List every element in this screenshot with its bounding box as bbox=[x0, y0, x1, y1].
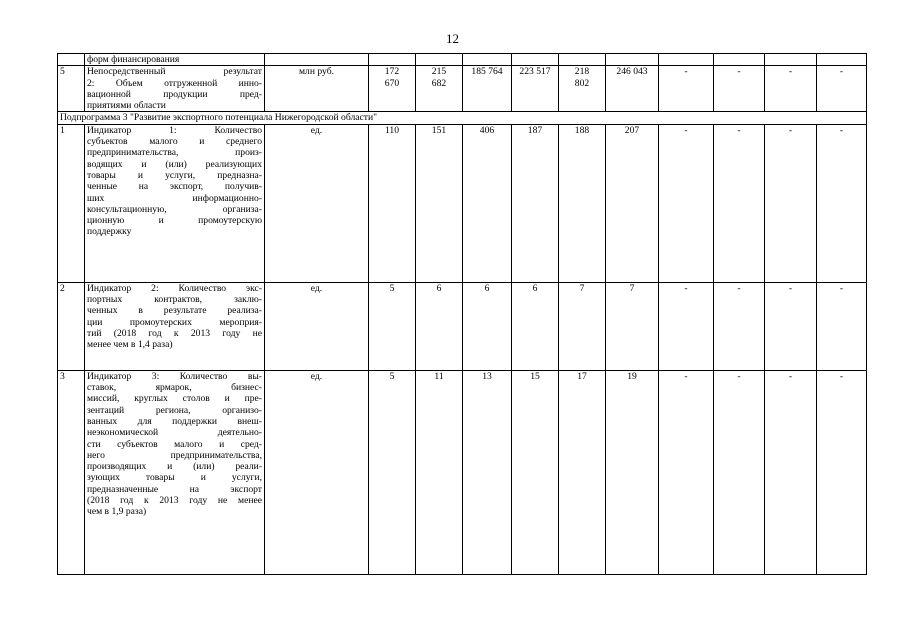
value-cell bbox=[659, 124, 714, 282]
cell-text-line: 682 bbox=[431, 77, 447, 89]
cell-text-line: форм финансирования bbox=[87, 54, 180, 65]
cell-text-line: - bbox=[737, 370, 741, 382]
table-body bbox=[58, 54, 867, 575]
cell-text-line: 246 043 bbox=[616, 66, 648, 78]
cell-text-line: 7 bbox=[579, 282, 585, 294]
value-cell bbox=[463, 66, 512, 112]
value-cell bbox=[559, 54, 606, 66]
row-number-cell bbox=[58, 54, 85, 66]
cell-text-line: 215 bbox=[431, 66, 447, 78]
value-cell bbox=[369, 54, 416, 66]
cell-text-line: 13 bbox=[482, 370, 492, 382]
cell-text-line: 5 bbox=[389, 282, 395, 294]
cell-text-line: - bbox=[788, 282, 793, 294]
cell-text-line: предназначенные на экспорт bbox=[87, 483, 262, 495]
value-cell bbox=[714, 66, 765, 112]
value-cell bbox=[416, 124, 463, 282]
table-row bbox=[58, 54, 867, 66]
value-cell bbox=[765, 54, 817, 66]
value-cell bbox=[463, 124, 512, 282]
indicator-name-cell bbox=[85, 66, 265, 112]
value-cell bbox=[714, 282, 765, 370]
cell-text-line: - bbox=[684, 66, 688, 78]
cell-text-line: - bbox=[737, 282, 741, 294]
cell-text-line: Непосредственный результат bbox=[87, 66, 262, 78]
value-cell bbox=[416, 54, 463, 66]
value-cell bbox=[559, 66, 606, 112]
value-cell bbox=[463, 282, 512, 370]
cell-text-line: - bbox=[737, 66, 741, 78]
value-cell bbox=[817, 370, 867, 574]
cell-text-line: 151 bbox=[431, 124, 447, 136]
cell-text-line: Индикатор 1: Количество bbox=[87, 124, 262, 136]
value-cell bbox=[765, 370, 817, 574]
cell-text-line: 5 bbox=[389, 370, 395, 382]
subprogram-title: Подпрограмма 3 "Развитие экспортного потенциала Нижегородской области" bbox=[58, 112, 867, 124]
cell-text-line: 2: Объем отгруженной инно- bbox=[87, 77, 262, 89]
cell-text-line: предпринимательства, произ- bbox=[87, 147, 262, 159]
page-number: 12 bbox=[446, 31, 459, 46]
value-cell bbox=[416, 282, 463, 370]
cell-text-line: - bbox=[788, 66, 793, 78]
cell-text-line: миссий, круглых столов и пре- bbox=[87, 393, 262, 405]
value-cell bbox=[606, 124, 659, 282]
cell-text-line: 207 bbox=[624, 124, 640, 136]
value-cell bbox=[659, 370, 714, 574]
cell-text-line: производящих и (или) реали- bbox=[87, 461, 262, 473]
value-cell bbox=[463, 54, 512, 66]
value-cell bbox=[606, 54, 659, 66]
unit-cell: ед. bbox=[265, 124, 369, 282]
value-cell bbox=[659, 282, 714, 370]
value-cell bbox=[765, 124, 817, 282]
cell-text-line: зующих товары и услуги, bbox=[87, 472, 262, 484]
value-cell bbox=[512, 66, 559, 112]
table-row bbox=[58, 370, 867, 574]
value-cell bbox=[817, 54, 867, 66]
cell-text-line: 6 bbox=[484, 282, 490, 294]
value-cell bbox=[765, 282, 817, 370]
value-cell bbox=[512, 282, 559, 370]
cell-text-line: 110 bbox=[384, 124, 400, 136]
unit-cell: ед. bbox=[265, 370, 369, 574]
cell-text-line: 17 bbox=[577, 370, 587, 382]
cell-text-line: 185 764 bbox=[471, 66, 503, 78]
value-cell bbox=[416, 370, 463, 574]
table-row bbox=[58, 112, 867, 124]
cell-text-line: - bbox=[684, 282, 688, 294]
cell-text-line: - bbox=[737, 124, 741, 136]
value-cell bbox=[512, 54, 559, 66]
cell-text-line: Индикатор 2: Количество экс- bbox=[87, 282, 262, 294]
cell-text-line: ченные на экспорт, получив- bbox=[87, 181, 262, 193]
cell-text-line: чем в 1,9 раза) bbox=[87, 506, 147, 518]
value-cell bbox=[369, 124, 416, 282]
value-cell bbox=[463, 370, 512, 574]
value-cell bbox=[714, 370, 765, 574]
cell-text-line: товары и услуги, предназна- bbox=[87, 169, 262, 181]
value-cell bbox=[659, 54, 714, 66]
value-cell bbox=[512, 124, 559, 282]
value-cell bbox=[714, 54, 765, 66]
row-number-cell: 5 bbox=[58, 66, 85, 112]
value-cell bbox=[559, 124, 606, 282]
cell-text-line: 188 bbox=[574, 124, 590, 136]
cell-text-line: 406 bbox=[479, 124, 495, 136]
cell-text-line: поддержку bbox=[87, 226, 132, 238]
cell-text-line: 218 bbox=[574, 66, 590, 78]
row-number-cell: 1 bbox=[58, 124, 85, 282]
cell-text-line: 15 bbox=[530, 370, 540, 382]
indicator-name-cell bbox=[85, 124, 265, 282]
cell-text-line: ции промоутерских мероприя- bbox=[87, 316, 262, 328]
unit-cell: млн руб. bbox=[265, 66, 369, 112]
cell-text-line: ставок, ярмарок, бизнес- bbox=[87, 382, 262, 394]
indicator-name-cell bbox=[85, 370, 265, 574]
cell-text-line: 223 517 bbox=[519, 66, 551, 78]
cell-text-line: субъектов малого и среднего bbox=[87, 136, 262, 148]
value-cell bbox=[369, 282, 416, 370]
value-cell bbox=[659, 66, 714, 112]
cell-text-line: 11 bbox=[434, 370, 444, 382]
cell-text-line: неэкономической деятельно- bbox=[87, 427, 262, 439]
cell-text-line: (2018 год к 2013 году не менее bbox=[87, 495, 262, 507]
cell-text-line: 187 bbox=[527, 124, 543, 136]
table-row bbox=[58, 282, 867, 370]
cell-text-line: ванных для поддержки внеш- bbox=[87, 415, 262, 427]
value-cell bbox=[765, 66, 817, 112]
cell-text-line: сти субъектов малого и сред- bbox=[87, 438, 262, 450]
cell-text-line: 172 bbox=[384, 66, 400, 78]
table-row bbox=[58, 66, 867, 112]
cell-text-line: 802 bbox=[574, 77, 590, 89]
value-cell bbox=[512, 370, 559, 574]
value-cell bbox=[369, 370, 416, 574]
unit-cell: ед. bbox=[265, 282, 369, 370]
row-number-cell: 3 bbox=[58, 370, 85, 574]
cell-text-line: ченных в результате реализа- bbox=[87, 305, 262, 317]
cell-text-line: - bbox=[788, 124, 793, 136]
cell-text-line: - bbox=[839, 124, 844, 136]
value-cell bbox=[817, 66, 867, 112]
cell-text-line: 6 bbox=[436, 282, 442, 294]
value-cell bbox=[606, 66, 659, 112]
cell-text-line: - bbox=[839, 66, 844, 78]
cell-text-line: - bbox=[839, 282, 844, 294]
cell-text-line: ционную и промоутерскую bbox=[87, 215, 262, 227]
value-cell bbox=[606, 370, 659, 574]
indicators-table bbox=[57, 53, 867, 575]
table-row bbox=[58, 124, 867, 282]
cell-text-line: зентаций региона, организо- bbox=[87, 404, 262, 416]
cell-text-line: - bbox=[788, 370, 793, 382]
value-cell bbox=[714, 124, 765, 282]
cell-text-line: Индикатор 3: Количество вы- bbox=[87, 370, 262, 382]
row-number-cell: 2 bbox=[58, 282, 85, 370]
cell-text-line: 19 bbox=[627, 370, 637, 382]
cell-text-line: - bbox=[839, 370, 844, 382]
value-cell bbox=[817, 124, 867, 282]
cell-text-line: 670 bbox=[384, 77, 400, 89]
cell-text-line: - bbox=[684, 370, 688, 382]
cell-text-line: - bbox=[684, 124, 688, 136]
value-cell bbox=[369, 66, 416, 112]
cell-text-line: него предпринимательства, bbox=[87, 449, 262, 461]
value-cell bbox=[265, 54, 369, 66]
cell-text-line: менее чем в 1,4 раза) bbox=[87, 339, 173, 351]
cell-text-line: тий (2018 год к 2013 году не bbox=[87, 327, 262, 339]
cell-text-line: портных контрактов, заклю- bbox=[87, 294, 262, 306]
cell-text-line: водящих и (или) реализующих bbox=[87, 158, 262, 170]
cell-text-line: вационной продукции пред- bbox=[87, 88, 262, 100]
value-cell bbox=[559, 370, 606, 574]
cell-text-line: консультационную, организа- bbox=[87, 203, 262, 215]
cell-text-line: 6 bbox=[532, 282, 538, 294]
value-cell bbox=[817, 282, 867, 370]
value-cell bbox=[606, 282, 659, 370]
value-cell bbox=[416, 66, 463, 112]
cell-text-line: 7 bbox=[629, 282, 635, 294]
indicator-name-cell bbox=[85, 54, 265, 66]
cell-text-line: приятиями области bbox=[87, 100, 166, 112]
value-cell bbox=[559, 282, 606, 370]
cell-text-line: ших информационно- bbox=[87, 192, 262, 204]
indicator-name-cell bbox=[85, 282, 265, 370]
